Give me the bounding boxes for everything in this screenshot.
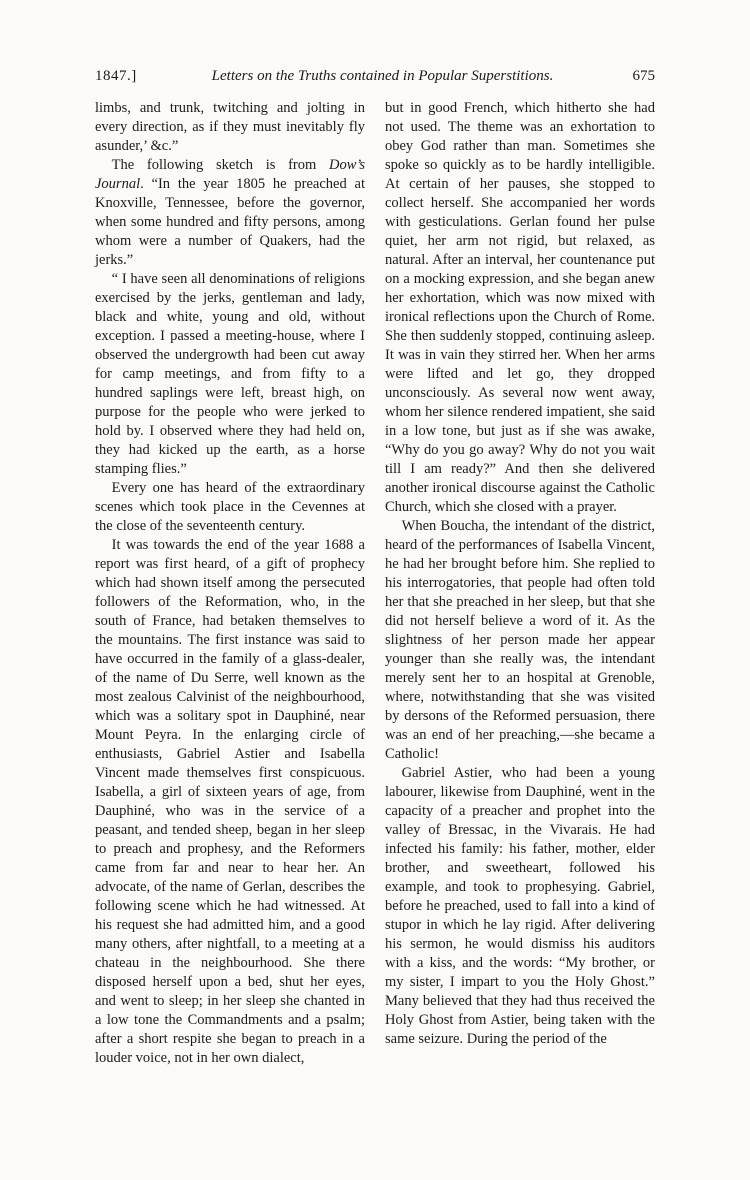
body-text: When Boucha, the intendant of the district, heard of the performances of Isabella Vincent, he had her brought before him. She replied to his interrogatories, that people had often told her that she preached in her sleep, but that she did not herself believe a word of it. As the slightness of her person made her appear younger than she really was, the intendant merely sent her to an hospital at Grenoble, where, notwithstanding that she was visited by dersons of the Reformed persuasion, there was an end of her preaching,—she became a Catholic! xyxy=(385,518,655,762)
paragraph xyxy=(385,764,655,1049)
header-page-number: 675 xyxy=(632,68,655,84)
body-text: Every one has heard of the extraordinary scenes which took place in the Cevennes at the close of the seventeenth century. xyxy=(95,480,365,534)
header-year: 1847.] xyxy=(95,68,137,84)
left-column xyxy=(95,99,365,1068)
paragraph xyxy=(95,99,365,156)
paragraph xyxy=(95,270,365,479)
body-text: Gabriel Astier, who had been a young labourer, likewise from Dauphiné, went in the capacity of a preacher and prophet into the valley of Bressac, in the Vivarais. He had infected his family: his father, mother, elder brother, and sweetheart, followed his example, and took to prophesying. Gabriel, before he preached, used to fall into a kind of stupor in which he lay rigid. After delivering his sermon, he would dismiss his auditors with a kiss, and the words: “My brother, or my sister, I impart to you the Holy Ghost.” Many believed that they had thus received the Holy Ghost from Astier, being taken with the same seizure. During the period of the xyxy=(385,765,655,1047)
paragraph xyxy=(95,479,365,536)
header-title: Letters on the Truths contained in Popular Superstitions. xyxy=(211,68,554,84)
paragraph xyxy=(95,156,365,270)
body-text: limbs, and trunk, twitching and jolting in every direction, as if they must inevitably fly asunder,’ &c.” xyxy=(95,100,365,154)
italic-text: Dow’s Journal xyxy=(95,157,365,192)
body-text: but in good French, which hitherto she had not used. The theme was an exhortation to obey God rather than man. Sometimes she spoke so quickly as to be hardly intelligible. At certain of her pauses, she stopped to collect herself. She accompanied her words with gesticulations. Gerlan found her pulse quiet, her arm not rigid, but relaxed, as natural. After an interval, her countenance put on a mocking expression, and she began anew her exhortation, which was now mixed with ironical reflections upon the Church of Rome. She then suddenly stopped, continuing asleep. It was in vain they stirred her. When her arms were lifted and let go, they dropped unconsciously. As several now went away, whom her silence rendered impatient, she said in a low tone, but just as if she was awake, “Why do you go away? Why do not you wait till I am ready?” And then she delivered another ironical discourse against the Catholic Church, which she closed with a prayer. xyxy=(385,100,655,515)
body-text: “ I have seen all denominations of religions exercised by the jerks, gentleman and lady, black and white, young and old, without exception. I passed a meeting-house, where I observed the undergrowth had been cut away for camp meetings, and from fifty to a hundred saplings were left, breast high, on purpose for the people who were jerked to hold by. I observed where they had held on, they had kicked up the earth, as a horse stamping flies.” xyxy=(95,271,365,477)
paragraph xyxy=(385,99,655,517)
body-text: It was towards the end of the year 1688 a report was first heard, of a gift of prophecy which had shown itself among the persecuted followers of the Reformation, who, in the south of France, had betaken themselves to the mountains. The first instance was said to have occurred in the family of a glass-dealer, of the name of Du Serre, well known as the most zealous Calvinist of the neighbourhood, which was a solitary spot in Dauphiné, near Mount Peyra. In the enlarging circle of enthusiasts, Gabriel Astier and Isabella Vincent made themselves first conspicuous. Isabella, a girl of sixteen years of age, from Dauphiné, who was in the service of a peasant, and tended sheep, began in her sleep to preach and prophesy, and the Reformers came from far and near to hear her. An advocate, of the name of Gerlan, describes the following scene which he had witnessed. At his request she had admitted him, and a good many others, after nightfall, to a meeting at a chateau in the neighbourhood. She there disposed herself upon a bed, shut her eyes, and went to sleep; in her sleep she chanted in a low tone the Commandments and a psalm; after a short respite she began to preach in a louder voice, not in her own dialect, xyxy=(95,537,365,1066)
paragraph xyxy=(95,536,365,1068)
text-columns xyxy=(95,99,655,1068)
page-header xyxy=(95,68,655,85)
body-text: . “In the year 1805 he preached at Knoxville, Tennessee, before the governor, when some hundred and fifty persons, among whom were a number of Quakers, had the jerks.” xyxy=(95,176,365,268)
body-text: The following sketch is from xyxy=(111,157,329,173)
right-column xyxy=(385,99,655,1068)
paragraph xyxy=(385,517,655,764)
